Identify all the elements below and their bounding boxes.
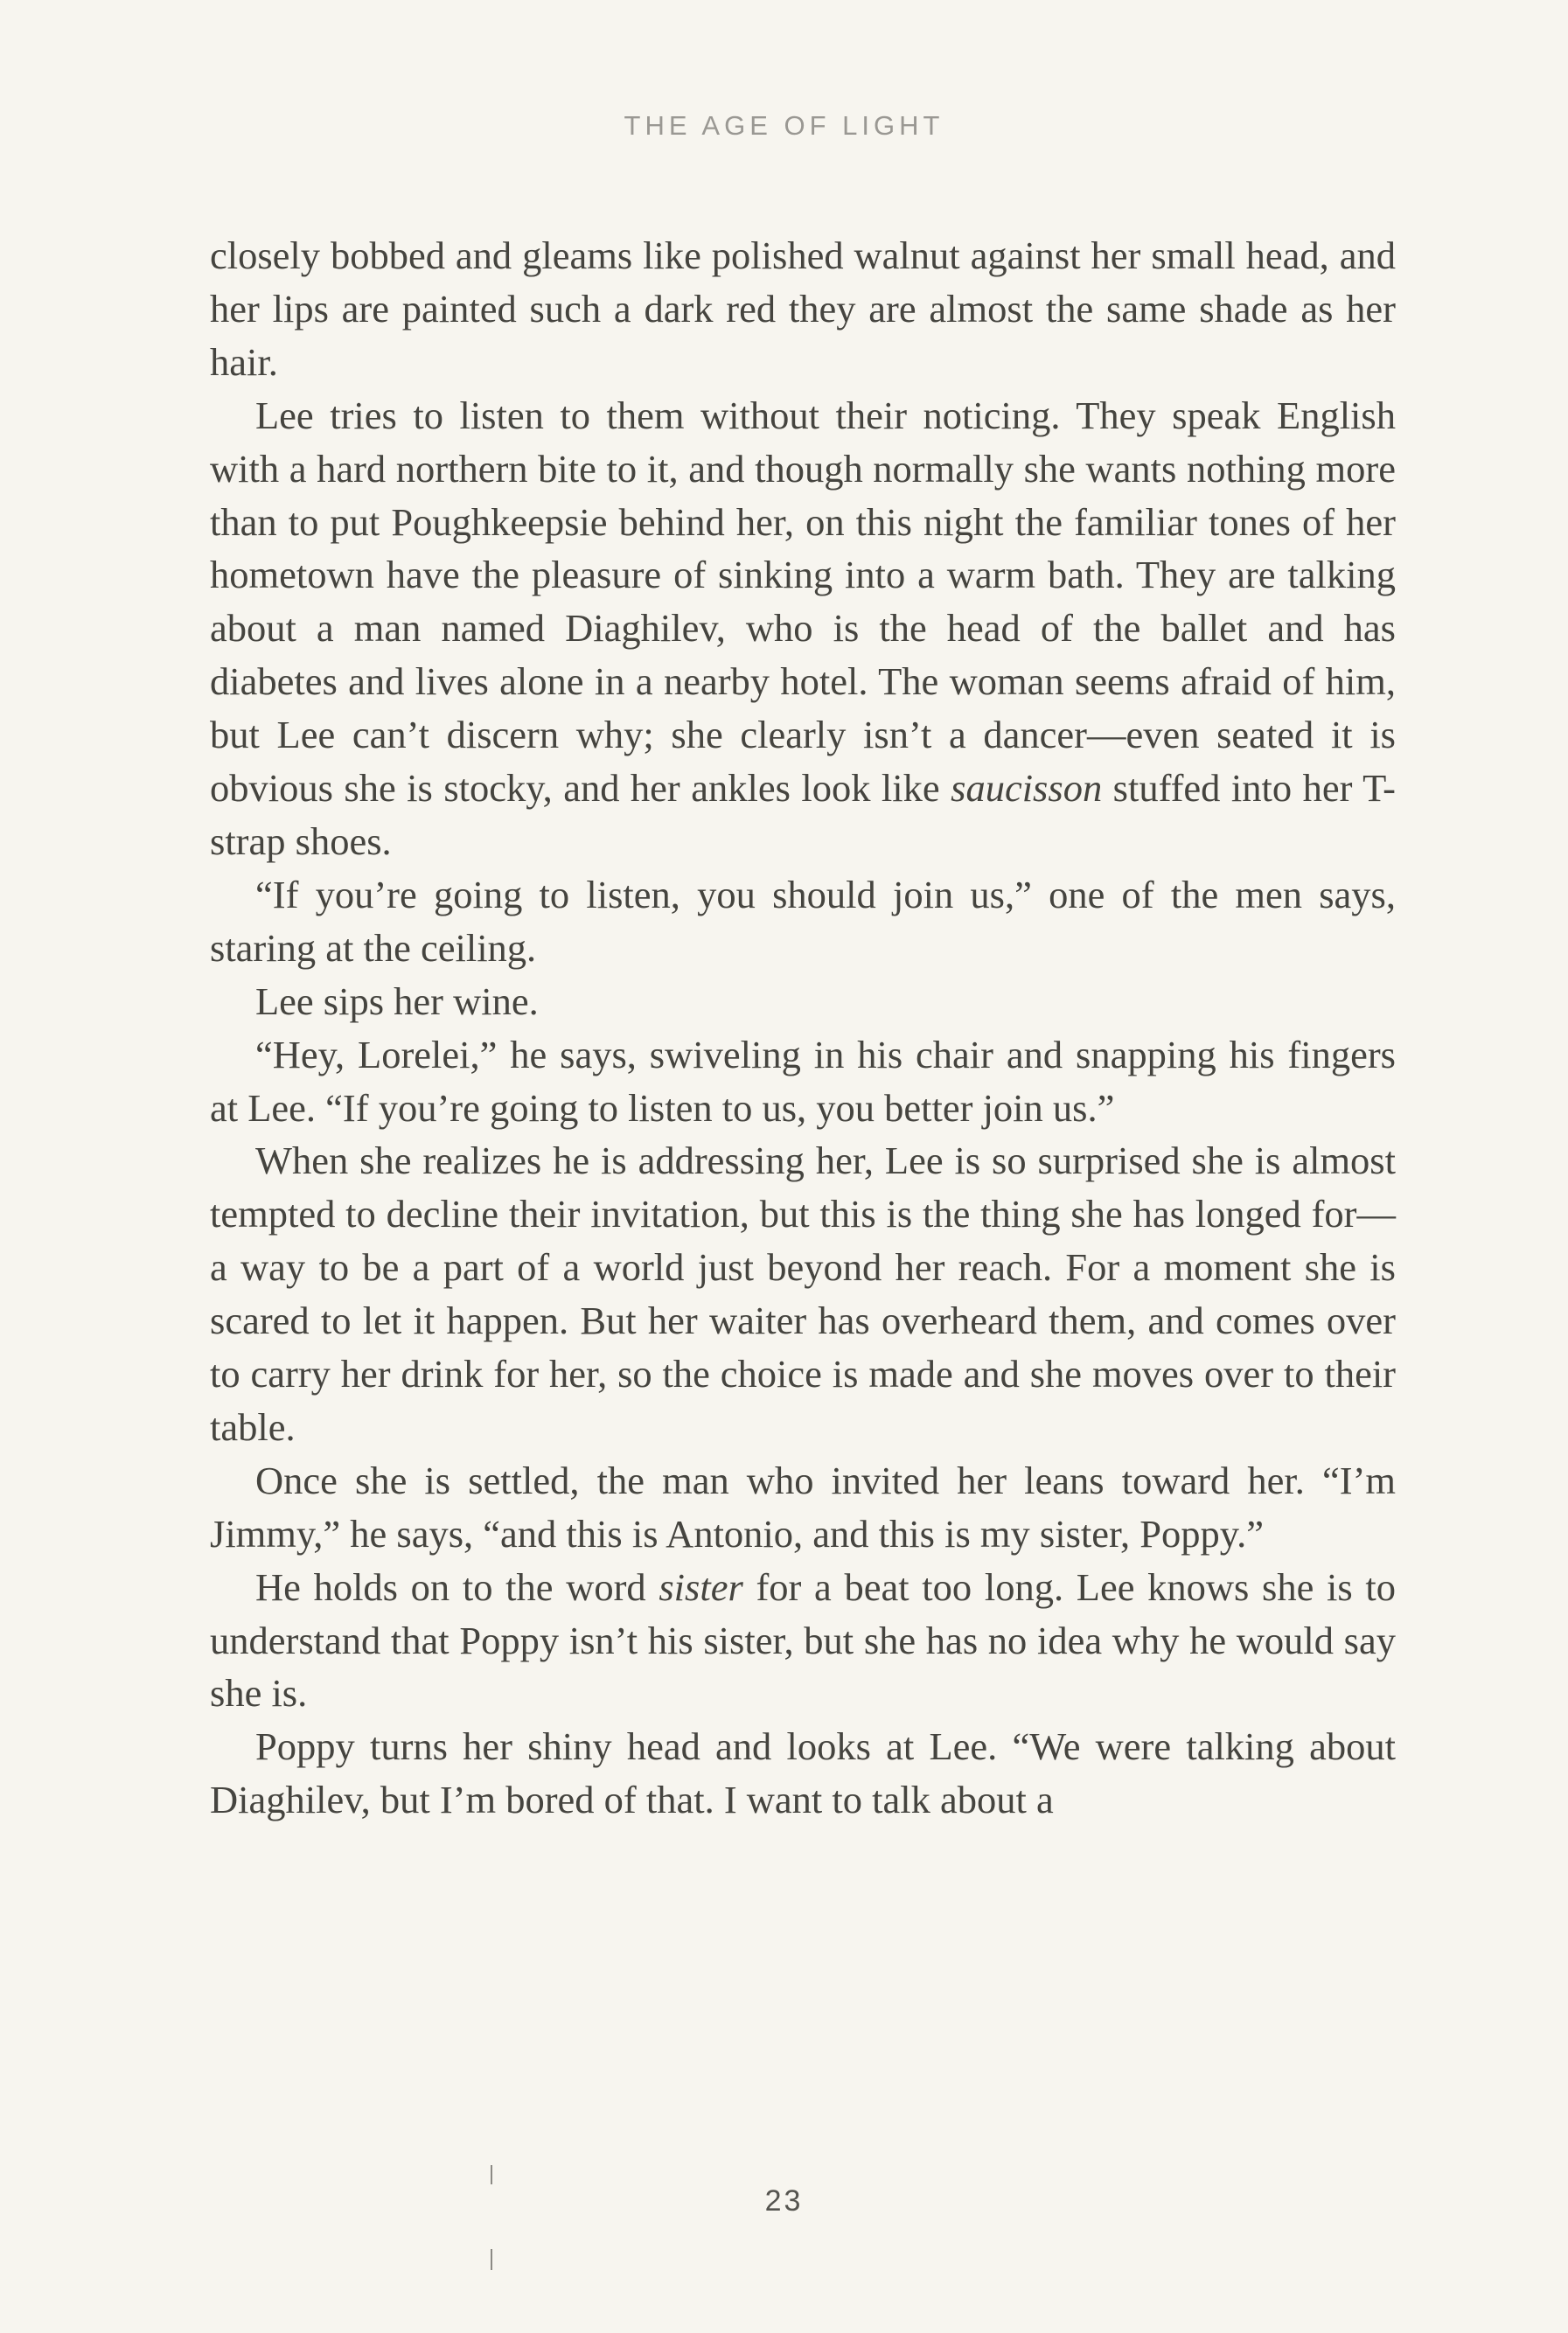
paragraph-text: for a beat too long. Lee knows she is to understand that Poppy isn’t his sister, but she has no idea why he would say she is.	[210, 1564, 1396, 1716]
paragraph	[210, 1454, 1396, 1561]
paragraph	[210, 1561, 1396, 1721]
paragraph-text: “Hey, Lorelei,” he says, swiveling in his chair and snapping his fingers at Lee. “If you’re going to listen to us, you better join us.”	[210, 1032, 1396, 1130]
paragraph	[210, 1134, 1396, 1453]
paragraph-text: Lee sips her wine.	[255, 978, 539, 1023]
paragraph-text: Lee tries to listen to them without their noticing. They speak English with a hard northern bite to it, and though normally she wants nothing more than to put Poughkeepsie behind her, on this night the familiar tones of her hometown have the pleasure of sinking into a warm bath. They are talking about a man named Diaghilev, who is the head of the ballet and has diabetes and lives alone in a nearby hotel. The woman seems afraid of him, but Lee can’t discern why; she clearly isn’t a dancer—even seated it is obvious she is stocky, and her ankles look like	[210, 393, 1396, 811]
paragraph	[210, 1720, 1396, 1827]
italic-word: saucisson	[951, 766, 1103, 811]
page-number: 23	[764, 2184, 804, 2218]
paragraph	[210, 229, 1396, 389]
paragraph-text: “If you’re going to listen, you should join us,” one of the men says, staring at the ceiling.	[210, 872, 1396, 970]
italic-word: sister	[659, 1564, 743, 1609]
scan-mark	[491, 2165, 492, 2184]
paragraph	[210, 389, 1396, 868]
paragraph-text: Once she is settled, the man who invited her leans toward her. “I’m Jimmy,” he says, “and this is Antonio, and this is my sister, Poppy.”	[210, 1458, 1396, 1556]
paragraph-text: closely bobbed and gleams like polished walnut against her small head, and her lips are painted such a dark red they are almost the same shade as her hair.	[210, 233, 1396, 384]
running-head: THE AGE OF LIGHT	[624, 110, 944, 141]
body-text	[210, 229, 1396, 1827]
paragraph-text: Poppy turns her shiny head and looks at Lee. “We were talking about Diaghilev, but I’m bored of that. I want to talk about a	[210, 1724, 1396, 1822]
paragraph	[210, 1028, 1396, 1135]
paragraph-text: He holds on to the word	[255, 1564, 659, 1609]
paragraph-text: stuffed into her T-strap shoes.	[210, 766, 1396, 863]
paragraph	[210, 975, 1396, 1028]
paragraph-text: When she realizes he is addressing her, Lee is so surprised she is almost tempted to decline their invitation, but this is the thing she has longed for—a way to be a part of a world just beyond her reach. For a moment she is scared to let it happen. But her waiter has overheard them, and comes over to carry her drink for her, so the choice is made and she moves over to their table.	[210, 1139, 1396, 1449]
paragraph	[210, 868, 1396, 975]
scan-mark	[491, 2249, 492, 2270]
